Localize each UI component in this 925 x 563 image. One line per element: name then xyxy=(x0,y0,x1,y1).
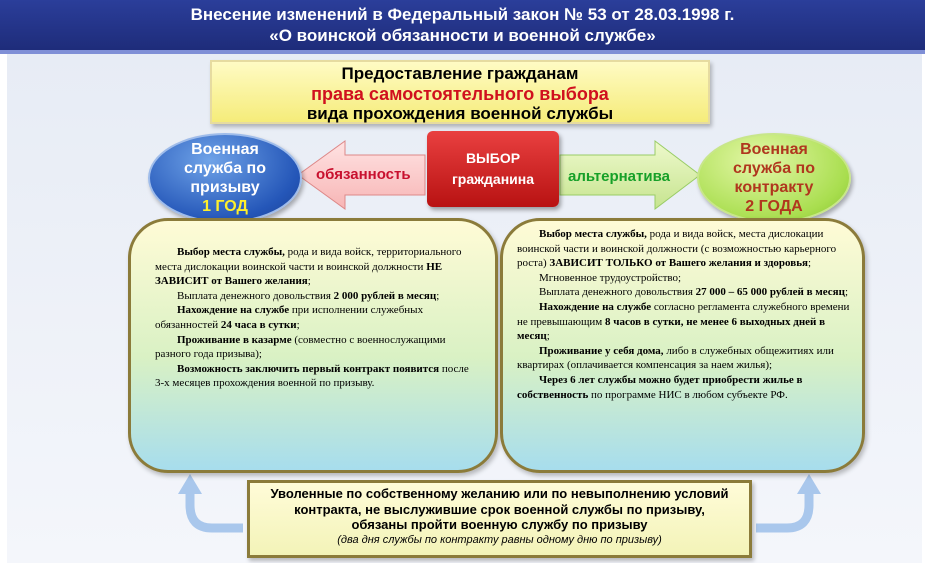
dismissal-line-2: контракта, не выслужившие срок военной службы по призыву, xyxy=(294,501,705,517)
dismissal-note: (два дня службы по контракту равны одному дню по призыву) xyxy=(337,533,662,546)
header-line-2: «О воинской обязанности и военной службе» xyxy=(269,26,656,45)
contract-term: 2 ГОДА xyxy=(745,198,803,215)
contract-details-panel xyxy=(500,218,865,473)
return-arrow-left-icon xyxy=(190,492,243,528)
contract-oval-line-3: контракту xyxy=(734,179,814,196)
header-line-1: Внесение изменений в Федеральный закон № 53 от 28.03.1998 г. xyxy=(190,5,735,24)
left-para-2: Выплата денежного довольствия 2 000 рублей в месяц; xyxy=(177,289,440,302)
title-line-2: права самостоятельного выбора xyxy=(311,84,609,104)
left-para-5: Возможность заключить первый контракт появится после 3-х месяцев прохождения военной по призыву. xyxy=(155,362,469,390)
dismissal-line-1: Уволенные по собственному желанию или по невыполнению условий xyxy=(270,486,729,501)
contract-oval xyxy=(697,133,851,223)
return-arrow-right-icon xyxy=(756,492,809,528)
title-line-1: Предоставление гражданам xyxy=(341,64,579,83)
conscription-term: 1 ГОД xyxy=(202,198,248,215)
left-para-4: Проживание в казарме (совместно с военнослужащими разного года призыва); xyxy=(155,333,446,361)
dismissal-note-box xyxy=(247,480,752,558)
conscription-oval-line-1: Военная xyxy=(191,141,259,158)
right-para-1: Выбор места службы, рода и вида войск, места дислокации воинской части и воинской должности (с возможностью карьерного роста) ЗАВИСИТ ТОЛЬКО от Вашего желания и здоровья; xyxy=(517,228,837,270)
title-line-3: вида прохождения военной службы xyxy=(306,104,614,123)
dismissal-line-3: обязаны пройти военную службу по призыву xyxy=(351,517,648,533)
left-para-3: Нахождение на службе при исполнении служебных обязанностей 24 часа в сутки; xyxy=(155,304,424,331)
choice-line-2: гражданина xyxy=(451,171,535,187)
citizen-choice-box xyxy=(427,131,559,207)
conscription-oval-line-2: служба по xyxy=(184,160,266,177)
left-para-1: Выбор места службы, рода и вида войск, территориального места дислокации воинской части и воинской должности НЕ ЗАВИСИТ от Вашего желания; xyxy=(155,246,462,288)
choice-line-1: ВЫБОР xyxy=(465,150,521,166)
right-para-2: Мгновенное трудоустройство; xyxy=(539,271,682,284)
conscription-oval-line-3: призыву xyxy=(190,179,260,196)
right-para-5: Проживание у себя дома, либо в служебных общежитиях или квартирах (оплачивается компенсация за наем жилья); xyxy=(517,344,834,372)
right-para-6: Через 6 лет службы можно будет приобрести жилье в собственность по программе НИС в любом субъекте РФ. xyxy=(517,373,803,401)
conscription-details-panel xyxy=(128,218,498,473)
right-para-4: Нахождение на службе согласно регламента служебного времени не превышающим 8 часов в сутки, не менее 6 выходных дней в месяц; xyxy=(517,300,850,343)
contract-oval-line-1: Военная xyxy=(740,141,808,158)
obligation-label: обязанность xyxy=(316,166,411,183)
alternative-label: альтернатива xyxy=(568,168,670,185)
conscription-oval xyxy=(148,133,302,223)
contract-oval-line-2: служба по xyxy=(733,160,815,177)
right-para-3: Выплата денежного довольствия 27 000 – 65 000 рублей в месяц; xyxy=(539,286,849,299)
title-box xyxy=(210,60,710,124)
